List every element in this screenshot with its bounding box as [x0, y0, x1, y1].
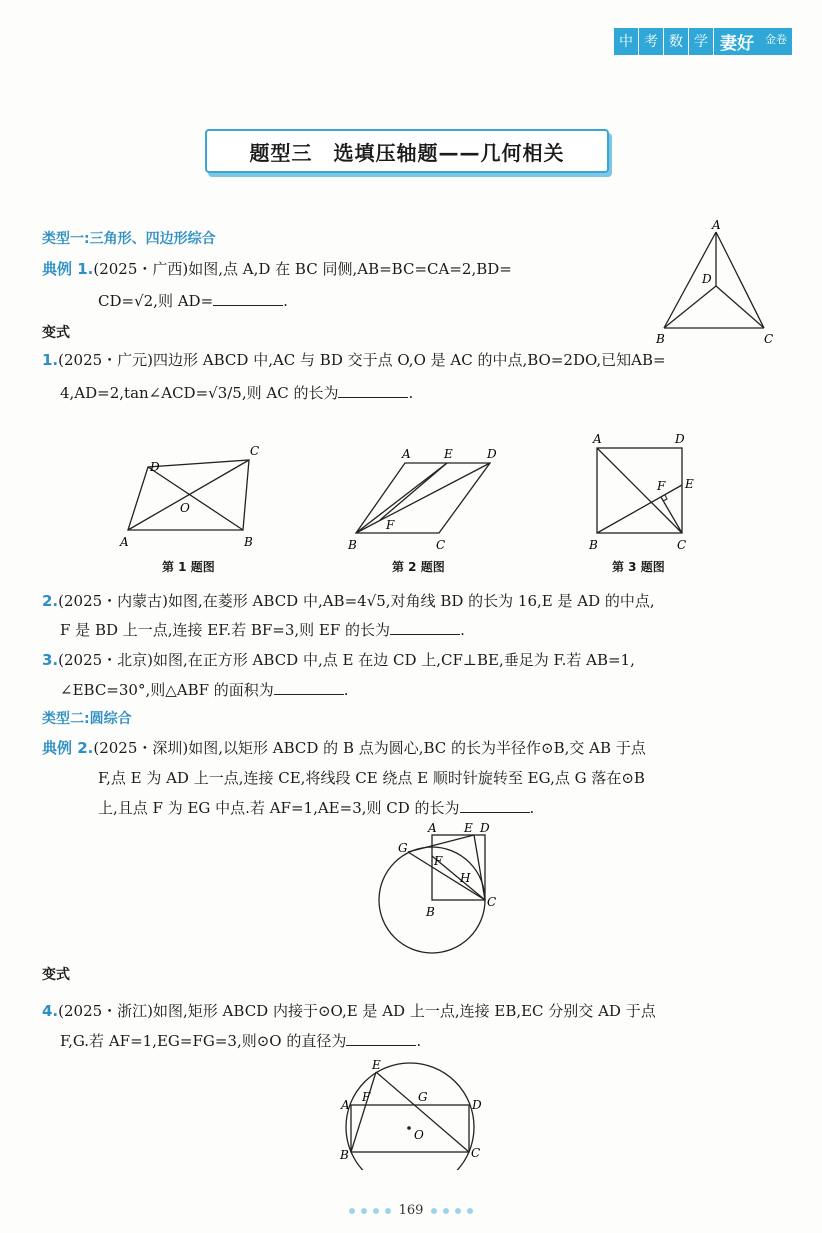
example-text-line: 上,且点 F 为 EG 中点.若 AF=1,AE=3,则 CD 的长为 — [98, 799, 460, 817]
page-number — [0, 1203, 822, 1218]
question-4 — [42, 996, 802, 1026]
section-heading-1: 类型一:三角形、四边形综合 — [42, 231, 216, 247]
period: . — [283, 292, 288, 310]
question-4-line2 — [60, 1026, 421, 1056]
point-label: F — [362, 1090, 371, 1104]
question-number: 1. — [42, 351, 59, 369]
brand-char: 中 — [614, 28, 639, 55]
point-label: D — [487, 447, 497, 461]
point-label: D — [150, 460, 160, 474]
example-2-line3 — [98, 793, 534, 823]
point-label: D — [480, 821, 490, 835]
caption-fig-2: 第 2 题图 — [392, 560, 445, 574]
variant-heading: 变式 — [42, 325, 70, 341]
example-label: 典例 1. — [42, 260, 94, 278]
point-label: D — [702, 272, 712, 286]
figure-q2 — [340, 445, 510, 555]
period: . — [343, 681, 349, 699]
answer-blank[interactable] — [274, 680, 344, 695]
question-text-line: 4,AD=2,tan∠ACD=√3/5,则 AC 的长为 — [60, 384, 339, 402]
segment-EF — [380, 463, 447, 520]
question-number: 4. — [42, 1002, 59, 1020]
example-1-line2 — [98, 286, 288, 316]
point-label: A — [402, 447, 411, 461]
answer-blank[interactable] — [338, 383, 408, 398]
caption-fig-3: 第 3 题图 — [612, 560, 665, 574]
question-text-line: (2025・北京)如图,在正方形 ABCD 中,点 E 在边 CD 上,CF⊥BE,垂足为 F.若 AB=1, — [58, 651, 635, 669]
point-label: E — [372, 1058, 381, 1072]
point-label: C — [436, 538, 446, 552]
question-text-line: F,G.若 AF=1,EG=FG=3,则⊙O 的直径为 — [60, 1032, 347, 1050]
question-text-line: (2025・浙江)如图,矩形 ABCD 内接于⊙O,E 是 AD 上一点,连接 EB,EC 分别交 AD 于点 — [58, 1002, 656, 1020]
segment-EG — [408, 835, 474, 852]
segment-GC — [408, 852, 485, 900]
question-text-line: (2025・广元)四边形 ABCD 中,AC 与 BD 交于点 O,O 是 AC 的中点,BO=2DO,已知AB= — [58, 351, 666, 369]
question-number: 3. — [42, 651, 59, 669]
brand-badge — [614, 28, 792, 55]
diagonal-BD — [356, 463, 490, 533]
point-label: D — [472, 1098, 482, 1112]
point-label: C — [487, 895, 497, 909]
question-text-line: ∠EBC=30°,则△ABF 的面积为 — [60, 681, 274, 699]
point-label: B — [589, 538, 598, 552]
diagonal-BD — [148, 467, 243, 530]
answer-blank[interactable] — [390, 620, 460, 635]
figure-q3 — [585, 428, 705, 558]
answer-blank[interactable] — [346, 1031, 416, 1046]
figure-q4 — [330, 1055, 490, 1170]
segment-BE — [356, 463, 447, 533]
segment-CD — [716, 286, 764, 328]
example-1-figure — [650, 218, 780, 348]
brand-suffix: 金卷 — [760, 28, 792, 55]
question-text-line: (2025・内蒙古)如图,在菱形 ABCD 中,AB=4√5,对角线 BD 的长为 16,E 是 AD 的中点, — [58, 592, 655, 610]
question-2-line2 — [60, 615, 465, 645]
point-label: B — [656, 332, 665, 346]
point-label: C — [250, 444, 260, 458]
question-3-line2 — [60, 675, 349, 705]
point-label: O — [180, 501, 190, 515]
circle-O — [346, 1063, 474, 1170]
point-label: G — [398, 841, 408, 855]
period: . — [460, 621, 465, 639]
segment-EB — [351, 1072, 376, 1152]
point-label: F — [434, 854, 443, 868]
question-1-line2 — [60, 378, 413, 408]
example-1 — [42, 254, 642, 284]
point-label: B — [426, 905, 435, 919]
example-text-line: CD=√2,则 AD= — [98, 292, 214, 310]
point-label: A — [120, 535, 129, 549]
point-label: H — [460, 871, 471, 885]
period: . — [408, 384, 414, 402]
question-2 — [42, 586, 802, 616]
page-number-text: 169 — [398, 1203, 424, 1218]
caption-fig-1: 第 1 题图 — [162, 560, 215, 574]
point-label: B — [244, 535, 253, 549]
question-number: 2. — [42, 592, 59, 610]
period: . — [529, 799, 535, 817]
example-2-line2 — [98, 763, 798, 793]
question-text-line: F 是 BD 上一点,连接 EF.若 BF=3,则 EF 的长为 — [60, 621, 391, 639]
point-label: B — [340, 1148, 349, 1162]
point-label: F — [657, 479, 666, 493]
point-label: C — [764, 332, 774, 346]
point-label: E — [464, 821, 473, 835]
point-label: E — [444, 447, 453, 461]
point-label: C — [677, 538, 687, 552]
example-text-line: (2025・深圳)如图,以矩形 ABCD 的 B 点为圆心,BC 的长为半径作⊙B,交 AB 于点 — [93, 739, 646, 757]
segment-AC — [716, 232, 764, 328]
diagonal-AC — [128, 460, 249, 530]
answer-blank[interactable] — [213, 291, 283, 306]
segment-EC — [474, 835, 485, 900]
brand-char: 学 — [689, 28, 714, 55]
variant-heading-2: 变式 — [42, 967, 70, 983]
question-1 — [42, 345, 782, 375]
point-label: C — [471, 1146, 481, 1160]
point-label: G — [418, 1090, 428, 1104]
point-label: F — [386, 518, 395, 532]
example-2-figure — [370, 820, 510, 965]
center-point — [407, 1126, 411, 1130]
example-label: 典例 2. — [42, 739, 94, 757]
answer-blank[interactable] — [460, 798, 530, 813]
period: . — [416, 1032, 422, 1050]
segment-BE — [597, 485, 682, 533]
section-heading-2: 类型二:圆综合 — [42, 711, 132, 727]
page-title: 题型三 选填压轴题——几何相关 — [205, 129, 609, 173]
point-label: D — [675, 432, 685, 446]
example-text-line: (2025・广西)如图,点 A,D 在 BC 同侧,AB=BC=CA=2,BD= — [93, 260, 512, 278]
point-label: A — [593, 432, 602, 446]
point-label: A — [341, 1098, 350, 1112]
brand-char: 数 — [664, 28, 689, 55]
point-label: A — [428, 821, 437, 835]
example-text-line: F,点 E 为 AD 上一点,连接 CE,将线段 CE 绕点 E 顺时针旋转至 EG,点 G 落在⊙B — [98, 769, 645, 787]
segment-BD — [664, 286, 716, 328]
brand-logo: 妻好 — [714, 28, 760, 55]
brand-char: 考 — [639, 28, 664, 55]
question-3 — [42, 645, 802, 675]
diagonal-AC — [597, 448, 682, 533]
point-label: B — [348, 538, 357, 552]
point-label: A — [712, 218, 721, 232]
point-label: O — [414, 1128, 424, 1142]
example-2 — [42, 733, 802, 763]
figure-q1 — [110, 440, 270, 555]
point-label: E — [685, 477, 694, 491]
